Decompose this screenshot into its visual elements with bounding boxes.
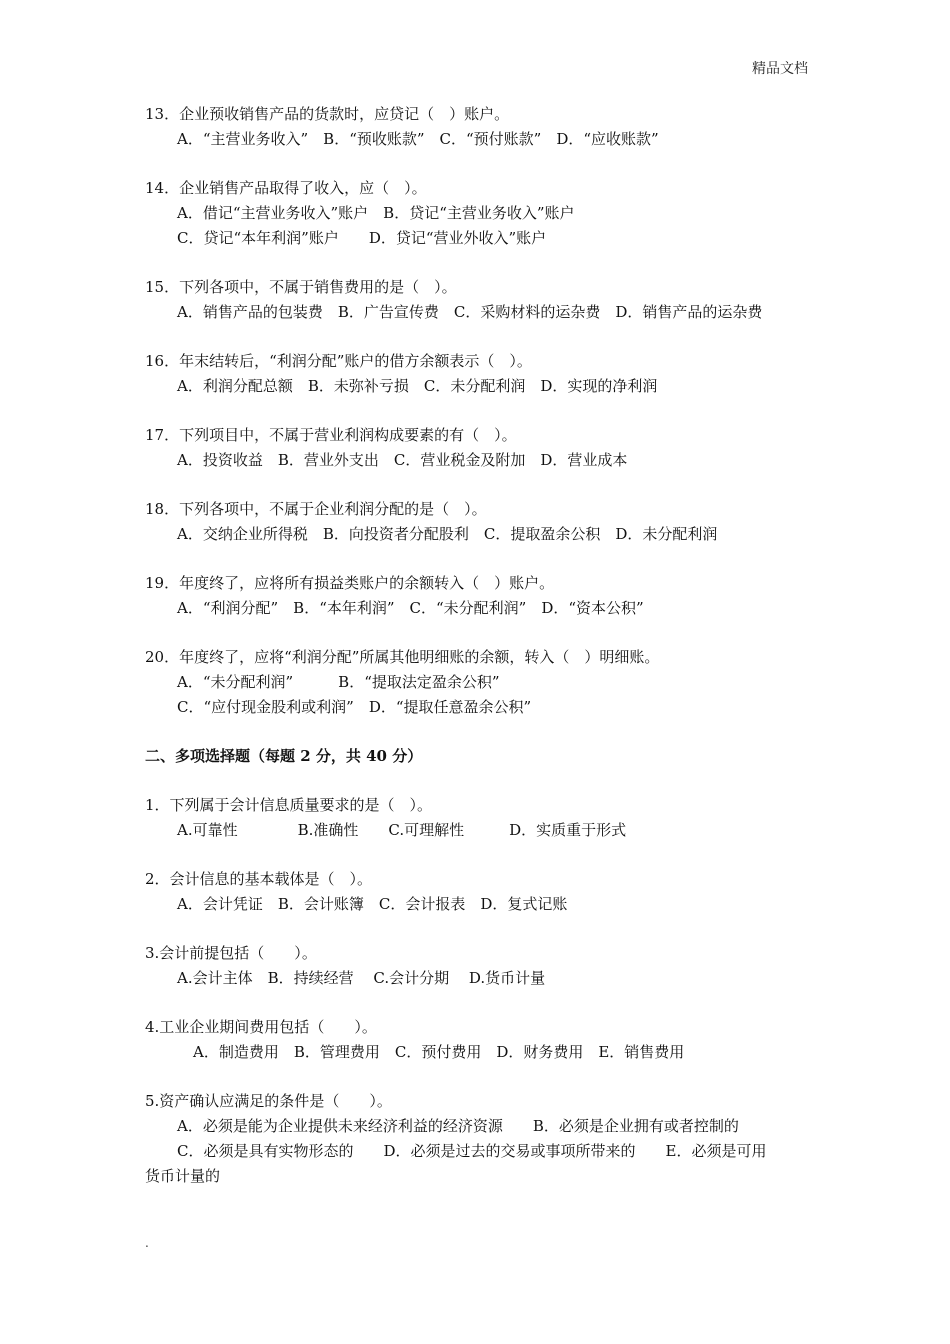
question-15-options: A．销售产品的包装费 B．广告宣传费 C．采购材料的运杂费 D．销售产品的运杂费 — [177, 303, 763, 321]
multi-question-2-options: A．会计凭证 B．会计账簿 C．会计报表 D．复式记账 — [177, 895, 568, 913]
question-16-stem: 16．年末结转后，“利润分配”账户的借方余额表示（ ）。 — [145, 352, 532, 370]
document-body — [145, 102, 815, 1189]
question-14-options-1: A．借记“主营业务收入”账户 B．贷记“主营业务收入”账户 — [177, 204, 575, 222]
multi-question-1-stem: 1．下列属于会计信息质量要求的是（ ）。 — [145, 796, 433, 814]
question-20-options-1: A．“未分配利润” B．“提取法定盈余公积” — [177, 673, 500, 691]
question-13-options: A．“主营业务收入” B．“预收账款” C．“预付账款” D．“应收账款” — [177, 130, 659, 148]
question-16-options: A．利润分配总额 B．未弥补亏损 C．未分配利润 D．实现的净利润 — [177, 377, 658, 395]
question-15-stem: 15．下列各项中，不属于销售费用的是（ ）。 — [145, 278, 457, 296]
multi-question-5-continuation: 货币计量的 — [145, 1167, 221, 1185]
footer-mark: . — [145, 1236, 149, 1250]
multi-question-4-options: A．制造费用 B．管理费用 C．预付费用 D．财务费用 E．销售费用 — [193, 1043, 685, 1061]
multi-question-3-stem: 3.会计前提包括（ ）。 — [145, 944, 317, 962]
multi-question-3-options: A.会计主体 B．持续经营 C.会计分期 D.货币计量 — [177, 969, 546, 987]
question-14-stem: 14．企业销售产品取得了收入，应（ ）。 — [145, 179, 427, 197]
question-14-options-2: C．贷记“本年利润”账户 D．贷记“营业外收入”账户 — [177, 229, 547, 247]
multi-question-5-options-2: C．必须是具有实物形态的 D．必须是过去的交易或事项所带来的 E．必须是可用 — [177, 1142, 767, 1160]
question-19-options: A．“利润分配” B．“本年利润” C．“未分配利润” D．“资本公积” — [177, 599, 644, 617]
question-20-stem: 20．年度终了，应将“利润分配”所属其他明细账的余额，转入（ ）明细账。 — [145, 648, 660, 666]
question-19-stem: 19．年度终了，应将所有损益类账户的余额转入（ ）账户。 — [145, 574, 555, 592]
multi-question-5-stem: 5.资产确认应满足的条件是（ ）。 — [145, 1092, 392, 1110]
question-18-options: A．交纳企业所得税 B．向投资者分配股利 C．提取盈余公积 D．未分配利润 — [177, 525, 718, 543]
question-20-options-2: C．“应付现金股利或利润” D．“提取任意盈余公积” — [177, 698, 532, 716]
question-17-stem: 17．下列项目中，不属于营业利润构成要素的有（ ）。 — [145, 426, 517, 444]
multi-question-2-stem: 2．会计信息的基本载体是（ ）。 — [145, 870, 373, 888]
question-18-stem: 18．下列各项中，不属于企业利润分配的是（ ）。 — [145, 500, 487, 518]
page-header-label: 精品文档 — [752, 61, 808, 77]
question-13-stem: 13．企业预收销售产品的货款时，应贷记（ ）账户。 — [145, 105, 510, 123]
multi-question-1-options: A.可靠性 B.准确性 C.可理解性 D．实质重于形式 — [177, 821, 627, 839]
section-title-multiple-choice: 二、多项选择题（每题 2 分，共 40 分） — [145, 747, 423, 765]
multi-question-5-options-1: A．必须是能为企业提供未来经济利益的经济资源 B．必须是企业拥有或者控制的 — [177, 1117, 739, 1135]
question-17-options: A．投资收益 B．营业外支出 C．营业税金及附加 D．营业成本 — [177, 451, 628, 469]
multi-question-4-stem: 4.工业企业期间费用包括（ ）。 — [145, 1018, 377, 1036]
